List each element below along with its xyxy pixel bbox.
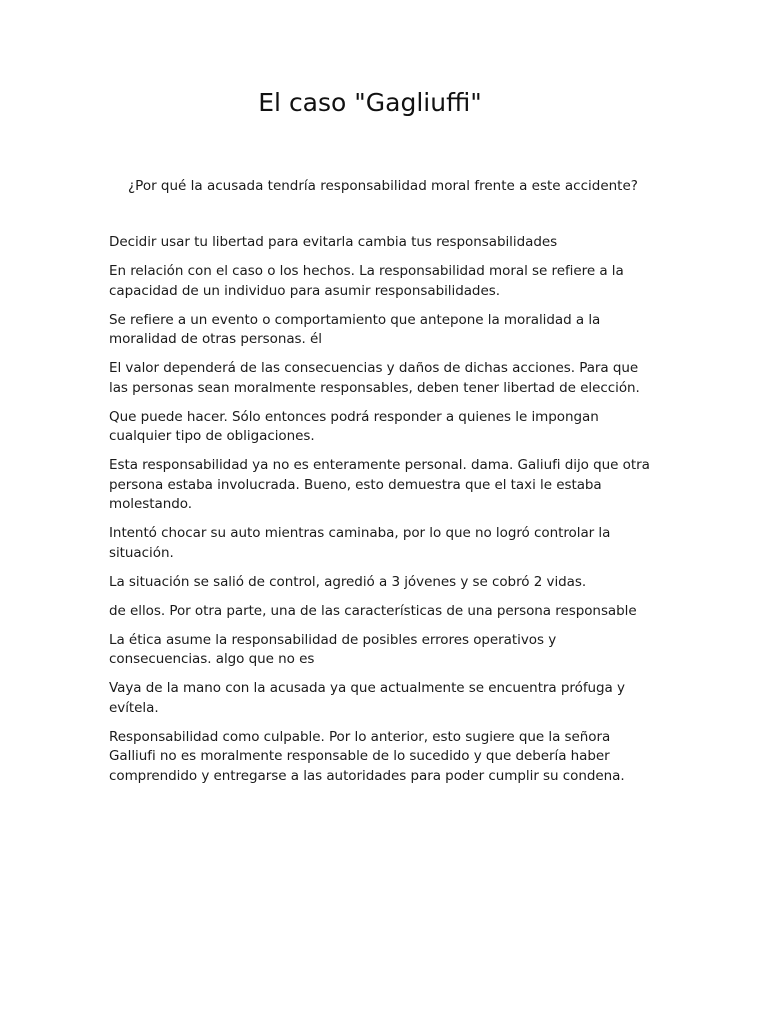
document-body (109, 233, 661, 796)
paragraph: Esta responsabilidad ya no es enteramente personal. dama. Galiufi dijo que otra persona estaba involucrada. Bueno, esto demuestra que el taxi le estaba molestando. (109, 457, 650, 512)
paragraph: El valor dependerá de las consecuencias y daños de dichas acciones. Para que las personas sean moralmente responsables, deben tener libertad de elección. (109, 360, 640, 396)
paragraph: La situación se salió de control, agredió a 3 jóvenes y se cobró 2 vidas. (109, 573, 587, 590)
paragraph: Decidir usar tu libertad para evitarla cambia tus responsabilidades (109, 234, 558, 250)
paragraph: La ética asume la responsabilidad de posibles errores operativos y consecuencias. algo que no es (109, 631, 557, 667)
document-question: ¿Por qué la acusada tendría responsabilidad moral frente a este accidente? (128, 178, 638, 194)
document-title: El caso "Gagliuffi" (258, 88, 482, 117)
paragraph: Intentó chocar su auto mientras caminaba, por lo que no logró controlar la situación. (109, 525, 611, 561)
paragraph: Responsabilidad como culpable. Por lo anterior, esto sugiere que la señora Galliufi no es moralmente responsable de lo sucedido y que debería haber comprendido y entregarse a las autoridades para poder cumplir su condena. (109, 728, 625, 784)
paragraph: Vaya de la mano con la acusada ya que actualmente se encuentra prófuga y evítela. (109, 680, 625, 716)
paragraph: de ellos. Por otra parte, una de las características de una persona responsable (109, 602, 637, 619)
paragraph: Que puede hacer. Sólo entonces podrá responder a quienes le impongan cualquier tipo de obligaciones. (109, 408, 599, 444)
paragraph: Se refiere a un evento o comportamiento que antepone la moralidad a la moralidad de otras personas. él (109, 311, 601, 347)
paragraph: En relación con el caso o los hechos. La responsabilidad moral se refiere a la capacidad de un individuo para asumir responsabilidades. (109, 263, 624, 299)
